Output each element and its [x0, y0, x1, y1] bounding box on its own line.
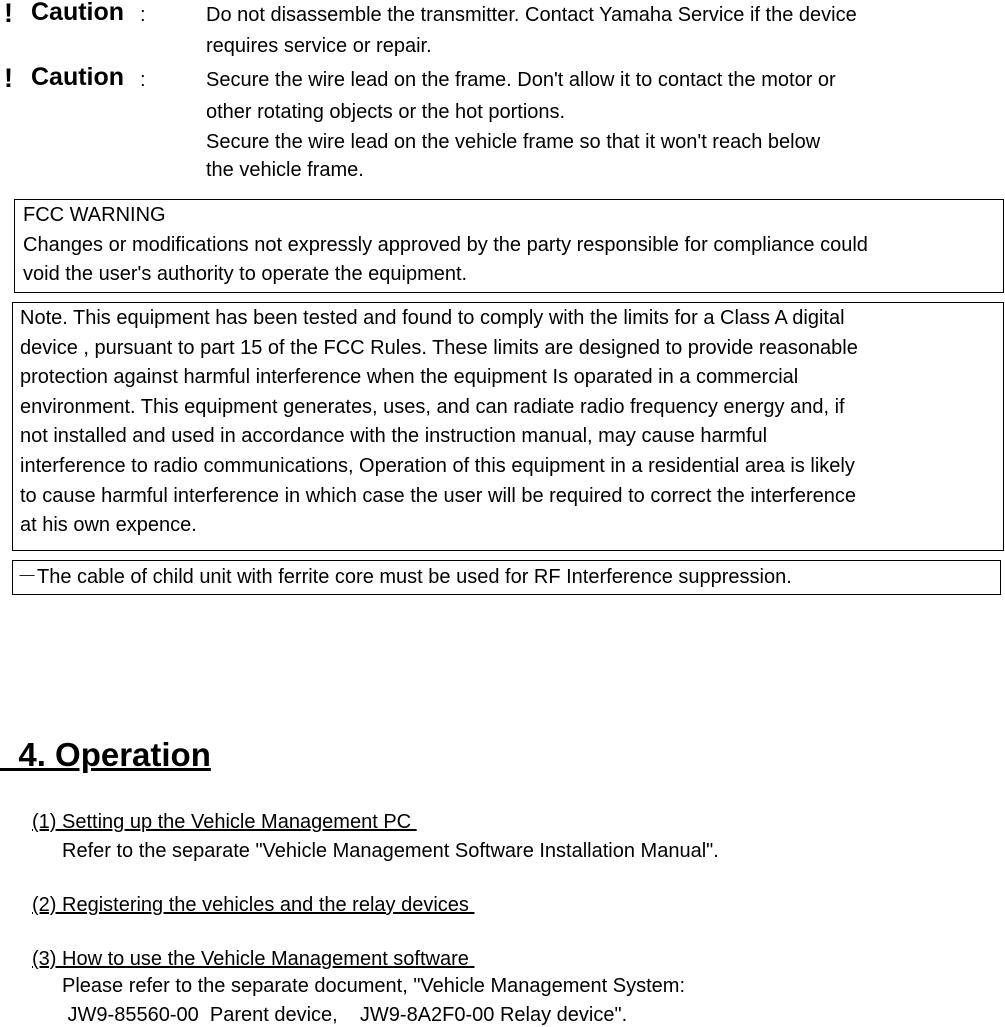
caution-2-line: Secure the wire lead on the frame. Don't allow it to contact the motor or — [206, 69, 836, 91]
fcc-warning-box — [14, 199, 1004, 293]
caution-1-colon: : — [140, 4, 146, 26]
note-line: not installed and used in accordance with the instruction manual, may cause harmful — [20, 425, 768, 448]
caution-2-label: Caution — [31, 63, 125, 91]
step-3-heading: (3) How to use the Vehicle Management software — [32, 948, 475, 970]
caution-2-exclamation: ! — [4, 63, 13, 93]
note-line: Note. This equipment has been tested and found to comply with the limits for a Class A digital — [20, 307, 845, 329]
fcc-warning-line: Changes or modifications not expressly approved by the party responsible for compliance could — [23, 233, 868, 256]
note-line: environment. This equipment generates, uses, and can radiate radio frequency energy and, if — [20, 395, 845, 418]
note-line: to cause harmful interference in which case the user will be required to correct the interference — [20, 484, 856, 507]
caution-2-line: other rotating objects or the hot portions. — [206, 101, 566, 123]
caution-1-label: Caution — [31, 0, 125, 26]
step-3-body-line-2: JW9-85560-00 Parent device, JW9-8A2F0-00 Relay device". — [62, 1004, 628, 1026]
ferrite-note-box — [12, 560, 1001, 595]
note-line: at his own expence. — [20, 514, 197, 537]
step-3-body-line-1: Please refer to the separate document, "Vehicle Management System: — [62, 975, 685, 997]
caution-2-line: the vehicle frame. — [206, 159, 364, 181]
fcc-note-box — [12, 302, 1004, 551]
fcc-warning-line: FCC WARNING — [23, 204, 166, 226]
note-line: device , pursuant to part 15 of the FCC Rules. These limits are designed to provide reasonable — [20, 336, 858, 359]
step-1-heading: (1) Setting up the Vehicle Management PC — [32, 811, 417, 833]
ferrite-note-text: －The cable of child unit with ferrite core must be used for RF Interference suppression. — [17, 566, 792, 588]
caution-1-exclamation: ! — [4, 0, 13, 28]
caution-1-text — [206, 0, 857, 62]
caution-2-line: Secure the wire lead on the vehicle frame so that it won't reach below — [206, 131, 821, 153]
caution-1-line: Do not disassemble the transmitter. Contact Yamaha Service if the device — [206, 4, 857, 26]
caution-2-text — [206, 65, 836, 184]
caution-1-line: requires service or repair. — [206, 35, 432, 57]
note-line: interference to radio communications, Operation of this equipment in a residential area is likely — [20, 454, 855, 477]
step-2-heading: (2) Registering the vehicles and the relay devices — [32, 894, 475, 916]
fcc-warning-line: void the user's authority to operate the equipment. — [23, 263, 468, 286]
caution-2-colon: : — [140, 69, 146, 91]
note-line: protection against harmful interference when the equipment Is oparated in a commercial — [20, 366, 799, 389]
step-1-body: Refer to the separate "Vehicle Management Software Installation Manual". — [62, 840, 719, 862]
section-title-operation: 4. Operation — [0, 736, 211, 773]
